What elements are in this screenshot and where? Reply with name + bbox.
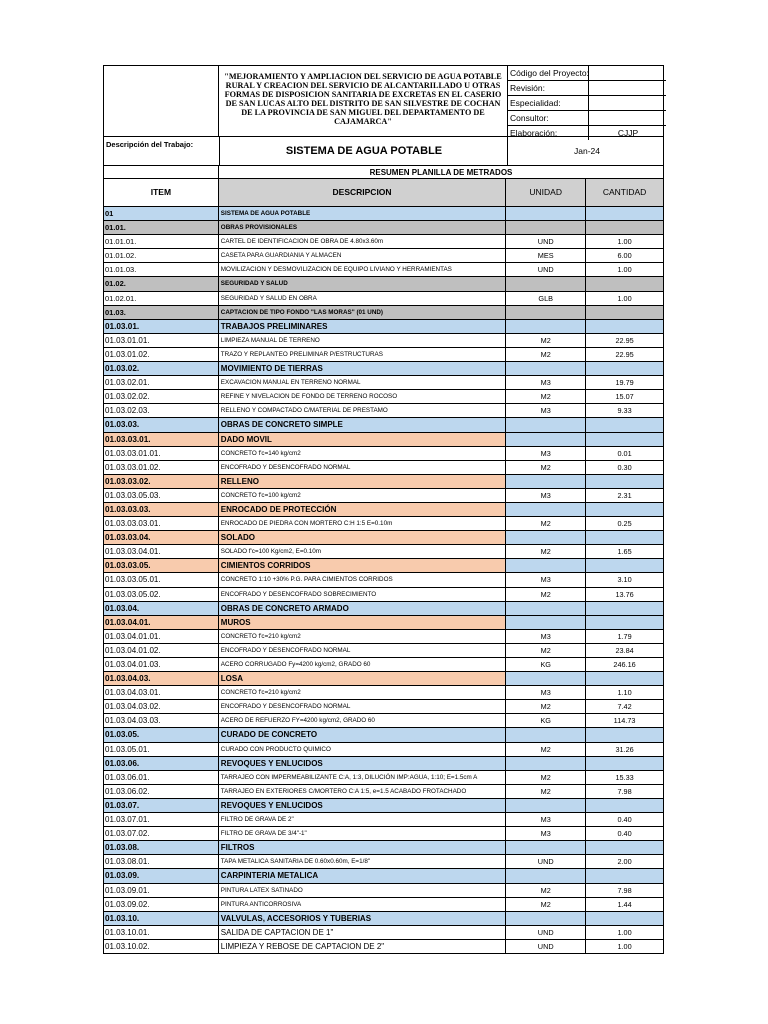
row-item: 01.03.03.05.	[104, 559, 219, 572]
row-desc: LIMPIEZA MANUAL DE TERRENO	[219, 334, 506, 347]
row-item: 01.03.04.01.01.	[104, 630, 219, 643]
row-qty	[586, 433, 664, 446]
col-unit: UNIDAD	[506, 179, 586, 206]
row-desc: OBRAS DE CONCRETO SIMPLE	[219, 418, 506, 431]
table-row	[104, 475, 664, 489]
meta-value	[588, 96, 667, 110]
work-description	[103, 136, 664, 166]
table-row	[104, 447, 664, 461]
table-row	[104, 263, 664, 277]
row-qty: 15.07	[586, 390, 664, 403]
row-desc: SOLADO f'c=100 Kg/cm2, E=0.10m	[219, 545, 506, 558]
row-qty: 0.30	[586, 461, 664, 474]
row-qty: 1.00	[586, 940, 664, 953]
row-unit	[506, 503, 586, 516]
table-row	[104, 616, 664, 630]
row-item: 01.03.04.03.	[104, 672, 219, 685]
row-desc: CIMIENTOS CORRIDOS	[219, 559, 506, 572]
row-item: 01.03.04.01.02.	[104, 644, 219, 657]
row-unit: M3	[506, 447, 586, 460]
row-desc: TRABAJOS PRELIMINARES	[219, 320, 506, 333]
row-qty: 114.73	[586, 714, 664, 727]
row-unit: M3	[506, 630, 586, 643]
row-unit	[506, 672, 586, 685]
row-qty: 15.33	[586, 771, 664, 784]
row-item: 01.03.01.02.	[104, 348, 219, 361]
row-item: 01.03.03.03.	[104, 503, 219, 516]
row-unit: UND	[506, 855, 586, 868]
row-desc: CONCRETO f'c=100 kg/cm2	[219, 489, 506, 502]
row-item: 01.03.02.01.	[104, 376, 219, 389]
row-item: 01.03.06.02.	[104, 785, 219, 798]
row-desc: FILTRO DE GRAVA DE 2"	[219, 813, 506, 826]
resumen-text: RESUMEN PLANILLA DE METRADOS	[369, 168, 513, 177]
row-qty	[586, 418, 664, 431]
table-row	[104, 235, 664, 249]
row-unit: M2	[506, 545, 586, 558]
row-unit: GLB	[506, 292, 586, 305]
row-desc: ENROCADO DE PROTECCIÓN	[219, 503, 506, 516]
row-unit	[506, 559, 586, 572]
table-row	[104, 418, 664, 432]
row-item: 01.01.02.	[104, 249, 219, 262]
row-desc: CARTEL DE IDENTIFICACION DE OBRA DE 4.80x3.60m	[219, 235, 506, 248]
row-unit: M3	[506, 404, 586, 417]
row-unit: M3	[506, 573, 586, 586]
row-unit: M2	[506, 785, 586, 798]
row-item: 01.03.03.05.01.	[104, 573, 219, 586]
row-qty: 7.98	[586, 785, 664, 798]
row-desc: PINTURA ANTICORROSIVA	[219, 898, 506, 911]
meta-label: Código del Proyecto:	[510, 68, 589, 78]
row-qty	[586, 912, 664, 925]
row-qty	[586, 475, 664, 488]
table-row	[104, 926, 664, 940]
row-desc: TARRAJEO EN EXTERIORES C/MORTERO C:A 1:5, e=1.5 ACABADO FROTACHADO	[219, 785, 506, 798]
row-desc: ENCOFRADO Y DESENCOFRADO NORMAL	[219, 700, 506, 713]
row-desc: LIMPIEZA Y REBOSE DE CAPTACION DE 2"	[219, 940, 506, 953]
desc-date: Jan-24	[507, 137, 666, 165]
meta-value	[588, 81, 667, 95]
row-unit: M2	[506, 700, 586, 713]
row-item: 01.03.09.02.	[104, 898, 219, 911]
table-row	[104, 912, 664, 926]
table-row	[104, 785, 664, 799]
row-qty	[586, 306, 664, 319]
row-item: 01.03.10.02.	[104, 940, 219, 953]
row-qty: 1.00	[586, 926, 664, 939]
table-row	[104, 306, 664, 320]
table-row	[104, 461, 664, 475]
row-unit: M2	[506, 644, 586, 657]
row-item: 01.03.03.01.02.	[104, 461, 219, 474]
row-unit	[506, 616, 586, 629]
row-qty	[586, 602, 664, 615]
table-row	[104, 503, 664, 517]
row-desc: OBRAS DE CONCRETO ARMADO	[219, 602, 506, 615]
row-item: 01.03.03.	[104, 418, 219, 431]
row-unit: UND	[506, 926, 586, 939]
row-desc: SISTEMA DE AGUA POTABLE	[219, 207, 506, 220]
row-qty	[586, 277, 664, 290]
row-desc: ACERO CORRUGADO Fy=4200 kg/cm2, GRADO 60	[219, 658, 506, 671]
project-title: "MEJORAMIENTO Y AMPLIACION DEL SERVICIO DE AGUA POTABLE RURAL Y CREACION DEL SERVICIO DE ALCANTARILLADO U OTRAS FORMAS DE DISPOSICION SANITARIA DE EXCRETAS EN EL CASERIO DE SAN LUCAS ALTO DEL DISTRITO DE SAN SILVESTRE DE COCHAN DE LA PROVINCIA DE SAN MIGUEL DEL DEPARTAMENTO DE CAJAMARCA"	[224, 72, 502, 126]
row-item: 01.02.01.	[104, 292, 219, 305]
row-unit	[506, 799, 586, 812]
row-item: 01.03.04.	[104, 602, 219, 615]
table-row	[104, 376, 664, 390]
row-item: 01.03.05.01.	[104, 743, 219, 756]
row-item: 01.03.05.	[104, 728, 219, 741]
row-qty: 2.31	[586, 489, 664, 502]
row-desc: CONCRETO f'c=210 kg/cm2	[219, 630, 506, 643]
row-item: 01.01.	[104, 221, 219, 234]
row-desc: REVOQUES Y ENLUCIDOS	[219, 799, 506, 812]
row-qty	[586, 320, 664, 333]
table-row	[104, 517, 664, 531]
row-desc: CURADO CON PRODUCTO QUIMICO	[219, 743, 506, 756]
col-qty: CANTIDAD	[586, 179, 664, 206]
table-row	[104, 644, 664, 658]
row-unit	[506, 531, 586, 544]
table-row	[104, 841, 664, 855]
row-item: 01.03.07.01.	[104, 813, 219, 826]
row-item: 01.03.10.01.	[104, 926, 219, 939]
row-desc: TARRAJEO CON IMPERMEABILIZANTE C:A, 1:3, DILUCIÓN IMP:AGUA, 1:10; E=1.5cm A	[219, 771, 506, 784]
row-item: 01.01.03.	[104, 263, 219, 276]
meta-row	[508, 111, 666, 126]
row-item: 01.02.	[104, 277, 219, 290]
row-item: 01.03.02.02.	[104, 390, 219, 403]
table-row	[104, 404, 664, 418]
row-item: 01.03.03.01.	[104, 433, 219, 446]
row-item: 01.03.03.04.01.	[104, 545, 219, 558]
row-desc: DADO MOVIL	[219, 433, 506, 446]
row-qty	[586, 841, 664, 854]
row-desc: RELLENO	[219, 475, 506, 488]
row-qty: 31.26	[586, 743, 664, 756]
row-item: 01.03.04.01.	[104, 616, 219, 629]
row-item: 01.03.03.04.	[104, 531, 219, 544]
row-unit	[506, 869, 586, 882]
table-row	[104, 743, 664, 757]
column-headers	[103, 179, 664, 207]
row-qty: 1.10	[586, 686, 664, 699]
row-desc: MOVIMIENTO DE TIERRAS	[219, 362, 506, 375]
row-desc: ENCOFRADO Y DESENCOFRADO SOBRECIMIENTO	[219, 588, 506, 601]
row-unit: M2	[506, 390, 586, 403]
metrados-rows	[103, 207, 664, 954]
row-unit: M3	[506, 827, 586, 840]
row-desc: FILTRO DE GRAVA DE 3/4"-1"	[219, 827, 506, 840]
row-desc: CAPTACION DE TIPO FONDO "LAS MORAS" (01 UND)	[219, 306, 506, 319]
row-unit: M2	[506, 334, 586, 347]
row-item: 01.03.06.	[104, 757, 219, 770]
row-desc: SEGURIDAD Y SALUD	[219, 277, 506, 290]
row-qty: 0.25	[586, 517, 664, 530]
table-row	[104, 940, 664, 954]
row-desc: CONCRETO 1:10 +30% P.G. PARA CIMIENTOS CORRIDOS	[219, 573, 506, 586]
table-row	[104, 658, 664, 672]
logo-cell	[104, 66, 219, 136]
row-unit: UND	[506, 940, 586, 953]
table-row	[104, 602, 664, 616]
row-qty: 0.01	[586, 447, 664, 460]
row-desc: SEGURIDAD Y SALUD EN OBRA	[219, 292, 506, 305]
row-qty	[586, 672, 664, 685]
row-item: 01.03.02.03.	[104, 404, 219, 417]
row-unit	[506, 602, 586, 615]
row-desc: CASETA PARA GUARDIANIA Y ALMACEN	[219, 249, 506, 262]
row-qty: 3.10	[586, 573, 664, 586]
table-row	[104, 489, 664, 503]
row-qty: 1.00	[586, 235, 664, 248]
col-item: ITEM	[104, 179, 219, 206]
row-unit: M2	[506, 588, 586, 601]
meta-label: Consultor:	[510, 113, 549, 123]
row-unit: M3	[506, 489, 586, 502]
row-unit	[506, 912, 586, 925]
table-row	[104, 898, 664, 912]
row-qty: 1.00	[586, 292, 664, 305]
row-unit	[506, 475, 586, 488]
row-item: 01.03.08.01.	[104, 855, 219, 868]
row-item: 01.03.06.01.	[104, 771, 219, 784]
table-row	[104, 630, 664, 644]
row-unit: MES	[506, 249, 586, 262]
row-qty	[586, 616, 664, 629]
row-unit	[506, 728, 586, 741]
row-desc: TRAZO Y REPLANTEO PRELIMINAR P/ESTRUCTURAS	[219, 348, 506, 361]
meta-label: Especialidad:	[510, 98, 561, 108]
table-row	[104, 362, 664, 376]
meta-row	[508, 96, 666, 111]
row-unit	[506, 841, 586, 854]
row-item: 01.03.04.03.03.	[104, 714, 219, 727]
row-unit	[506, 362, 586, 375]
row-unit: M2	[506, 884, 586, 897]
table-row	[104, 545, 664, 559]
row-qty: 22.95	[586, 348, 664, 361]
table-row	[104, 855, 664, 869]
row-unit	[506, 433, 586, 446]
row-item: 01.03.03.01.01.	[104, 447, 219, 460]
row-desc: MUROS	[219, 616, 506, 629]
row-desc: CURADO DE CONCRETO	[219, 728, 506, 741]
table-row	[104, 728, 664, 742]
row-qty	[586, 728, 664, 741]
table-row	[104, 714, 664, 728]
table-row	[104, 799, 664, 813]
row-qty: 19.79	[586, 376, 664, 389]
table-row	[104, 573, 664, 587]
row-item: 01.03.07.02.	[104, 827, 219, 840]
row-unit	[506, 277, 586, 290]
row-desc: SOLADO	[219, 531, 506, 544]
row-qty	[586, 869, 664, 882]
table-row	[104, 334, 664, 348]
row-unit: KG	[506, 714, 586, 727]
table-row	[104, 884, 664, 898]
row-item: 01.03.07.	[104, 799, 219, 812]
row-qty: 0.40	[586, 827, 664, 840]
row-qty	[586, 221, 664, 234]
row-desc: OBRAS PROVISIONALES	[219, 221, 506, 234]
row-desc: ENCOFRADO Y DESENCOFRADO NORMAL	[219, 644, 506, 657]
row-desc: ACERO DE REFUERZO FY=4200 kg/cm2, GRADO 60	[219, 714, 506, 727]
row-item: 01.03.04.01.03.	[104, 658, 219, 671]
row-qty: 1.65	[586, 545, 664, 558]
row-qty: 0.40	[586, 813, 664, 826]
row-qty: 9.33	[586, 404, 664, 417]
row-qty	[586, 362, 664, 375]
table-row	[104, 531, 664, 545]
row-item: 01.03.09.	[104, 869, 219, 882]
row-desc: RELLENO Y COMPACTADO C/MATERIAL DE PRESTAMO	[219, 404, 506, 417]
row-item: 01.03.02.	[104, 362, 219, 375]
meta-row	[508, 81, 666, 96]
row-unit	[506, 320, 586, 333]
row-unit: UND	[506, 235, 586, 248]
row-unit: UND	[506, 263, 586, 276]
meta-label: Elaboración:	[510, 128, 558, 138]
table-row	[104, 249, 664, 263]
row-qty	[586, 503, 664, 516]
row-item: 01.03.03.02.	[104, 475, 219, 488]
row-desc: CARPINTERIA METALICA	[219, 869, 506, 882]
table-row	[104, 390, 664, 404]
row-desc: CONCRETO f'c=210 kg/cm2	[219, 686, 506, 699]
row-desc: TAPA METALICA SANITARIA DE 0.60x0.60m, E=1/8"	[219, 855, 506, 868]
row-item: 01.03.09.01.	[104, 884, 219, 897]
row-qty: 7.98	[586, 884, 664, 897]
row-unit: M2	[506, 517, 586, 530]
table-row	[104, 433, 664, 447]
row-unit: KG	[506, 658, 586, 671]
row-qty	[586, 207, 664, 220]
row-qty: 7.42	[586, 700, 664, 713]
table-row	[104, 277, 664, 291]
row-unit	[506, 306, 586, 319]
row-desc: SALIDA DE CAPTACION DE 1"	[219, 926, 506, 939]
table-row	[104, 348, 664, 362]
row-unit	[506, 757, 586, 770]
row-item: 01.03.10.	[104, 912, 219, 925]
row-item: 01.03.01.	[104, 320, 219, 333]
meta-value: CJJP	[588, 126, 667, 140]
row-desc: FILTROS	[219, 841, 506, 854]
row-desc: ENROCADO DE PIEDRA CON MORTERO C:H 1:5 E=0.10m	[219, 517, 506, 530]
table-row	[104, 869, 664, 883]
table-row	[104, 757, 664, 771]
row-desc: LOSA	[219, 672, 506, 685]
meta-label: Revisión:	[510, 83, 545, 93]
row-qty: 6.00	[586, 249, 664, 262]
table-row	[104, 292, 664, 306]
table-row	[104, 771, 664, 785]
row-item: 01.03.04.03.01.	[104, 686, 219, 699]
metrados-sheet	[103, 65, 664, 954]
row-unit: M2	[506, 898, 586, 911]
table-row	[104, 813, 664, 827]
row-item: 01	[104, 207, 219, 220]
table-row	[104, 221, 664, 235]
row-item: 01.01.01.	[104, 235, 219, 248]
desc-label: Descripción del Trabajo:	[106, 140, 194, 149]
table-row	[104, 559, 664, 573]
row-desc: VALVULAS, ACCESORIOS Y TUBERIAS	[219, 912, 506, 925]
row-unit: M3	[506, 686, 586, 699]
row-item: 01.03.08.	[104, 841, 219, 854]
row-qty	[586, 531, 664, 544]
row-unit	[506, 418, 586, 431]
desc-title: SISTEMA DE AGUA POTABLE	[219, 137, 508, 165]
col-desc: DESCRIPCION	[219, 179, 506, 206]
resumen-title	[103, 166, 664, 179]
row-item: 01.03.	[104, 306, 219, 319]
row-qty	[586, 559, 664, 572]
row-qty: 1.44	[586, 898, 664, 911]
meta-row	[508, 66, 666, 81]
row-item: 01.03.01.01.	[104, 334, 219, 347]
row-qty: 22.95	[586, 334, 664, 347]
row-item: 01.03.03.05.03.	[104, 489, 219, 502]
row-qty: 13.76	[586, 588, 664, 601]
row-item: 01.03.04.03.02.	[104, 700, 219, 713]
row-qty	[586, 799, 664, 812]
row-unit: M2	[506, 348, 586, 361]
row-desc: PINTURA LATEX SATINADO	[219, 884, 506, 897]
row-item: 01.03.03.05.02.	[104, 588, 219, 601]
row-qty	[586, 757, 664, 770]
project-meta	[507, 66, 666, 136]
table-row	[104, 700, 664, 714]
table-row	[104, 588, 664, 602]
row-qty: 23.84	[586, 644, 664, 657]
table-row	[104, 672, 664, 686]
project-header	[103, 65, 664, 136]
row-desc: REFINE Y NIVELACION DE FONDO DE TERRENO ROCOSO	[219, 390, 506, 403]
row-qty: 1.00	[586, 263, 664, 276]
row-unit: M2	[506, 461, 586, 474]
row-qty: 246.16	[586, 658, 664, 671]
row-desc: EXCAVACION MANUAL EN TERRENO NORMAL	[219, 376, 506, 389]
row-unit: M3	[506, 813, 586, 826]
table-row	[104, 686, 664, 700]
meta-value	[588, 111, 667, 125]
row-unit	[506, 207, 586, 220]
row-qty: 2.00	[586, 855, 664, 868]
meta-value	[588, 66, 667, 80]
table-row	[104, 320, 664, 334]
row-unit: M3	[506, 376, 586, 389]
row-unit: M2	[506, 743, 586, 756]
table-row	[104, 827, 664, 841]
row-desc: MOVILIZACION Y DESMOVILIZACION DE EQUIPO LIVIANO Y HERRAMIENTAS	[219, 263, 506, 276]
row-desc: CONCRETO f'c=140 kg/cm2	[219, 447, 506, 460]
table-row	[104, 207, 664, 221]
row-qty: 1.79	[586, 630, 664, 643]
row-unit: M2	[506, 771, 586, 784]
row-desc: ENCOFRADO Y DESENCOFRADO NORMAL	[219, 461, 506, 474]
row-desc: REVOQUES Y ENLUCIDOS	[219, 757, 506, 770]
row-unit	[506, 221, 586, 234]
row-item: 01.03.03.03.01.	[104, 517, 219, 530]
